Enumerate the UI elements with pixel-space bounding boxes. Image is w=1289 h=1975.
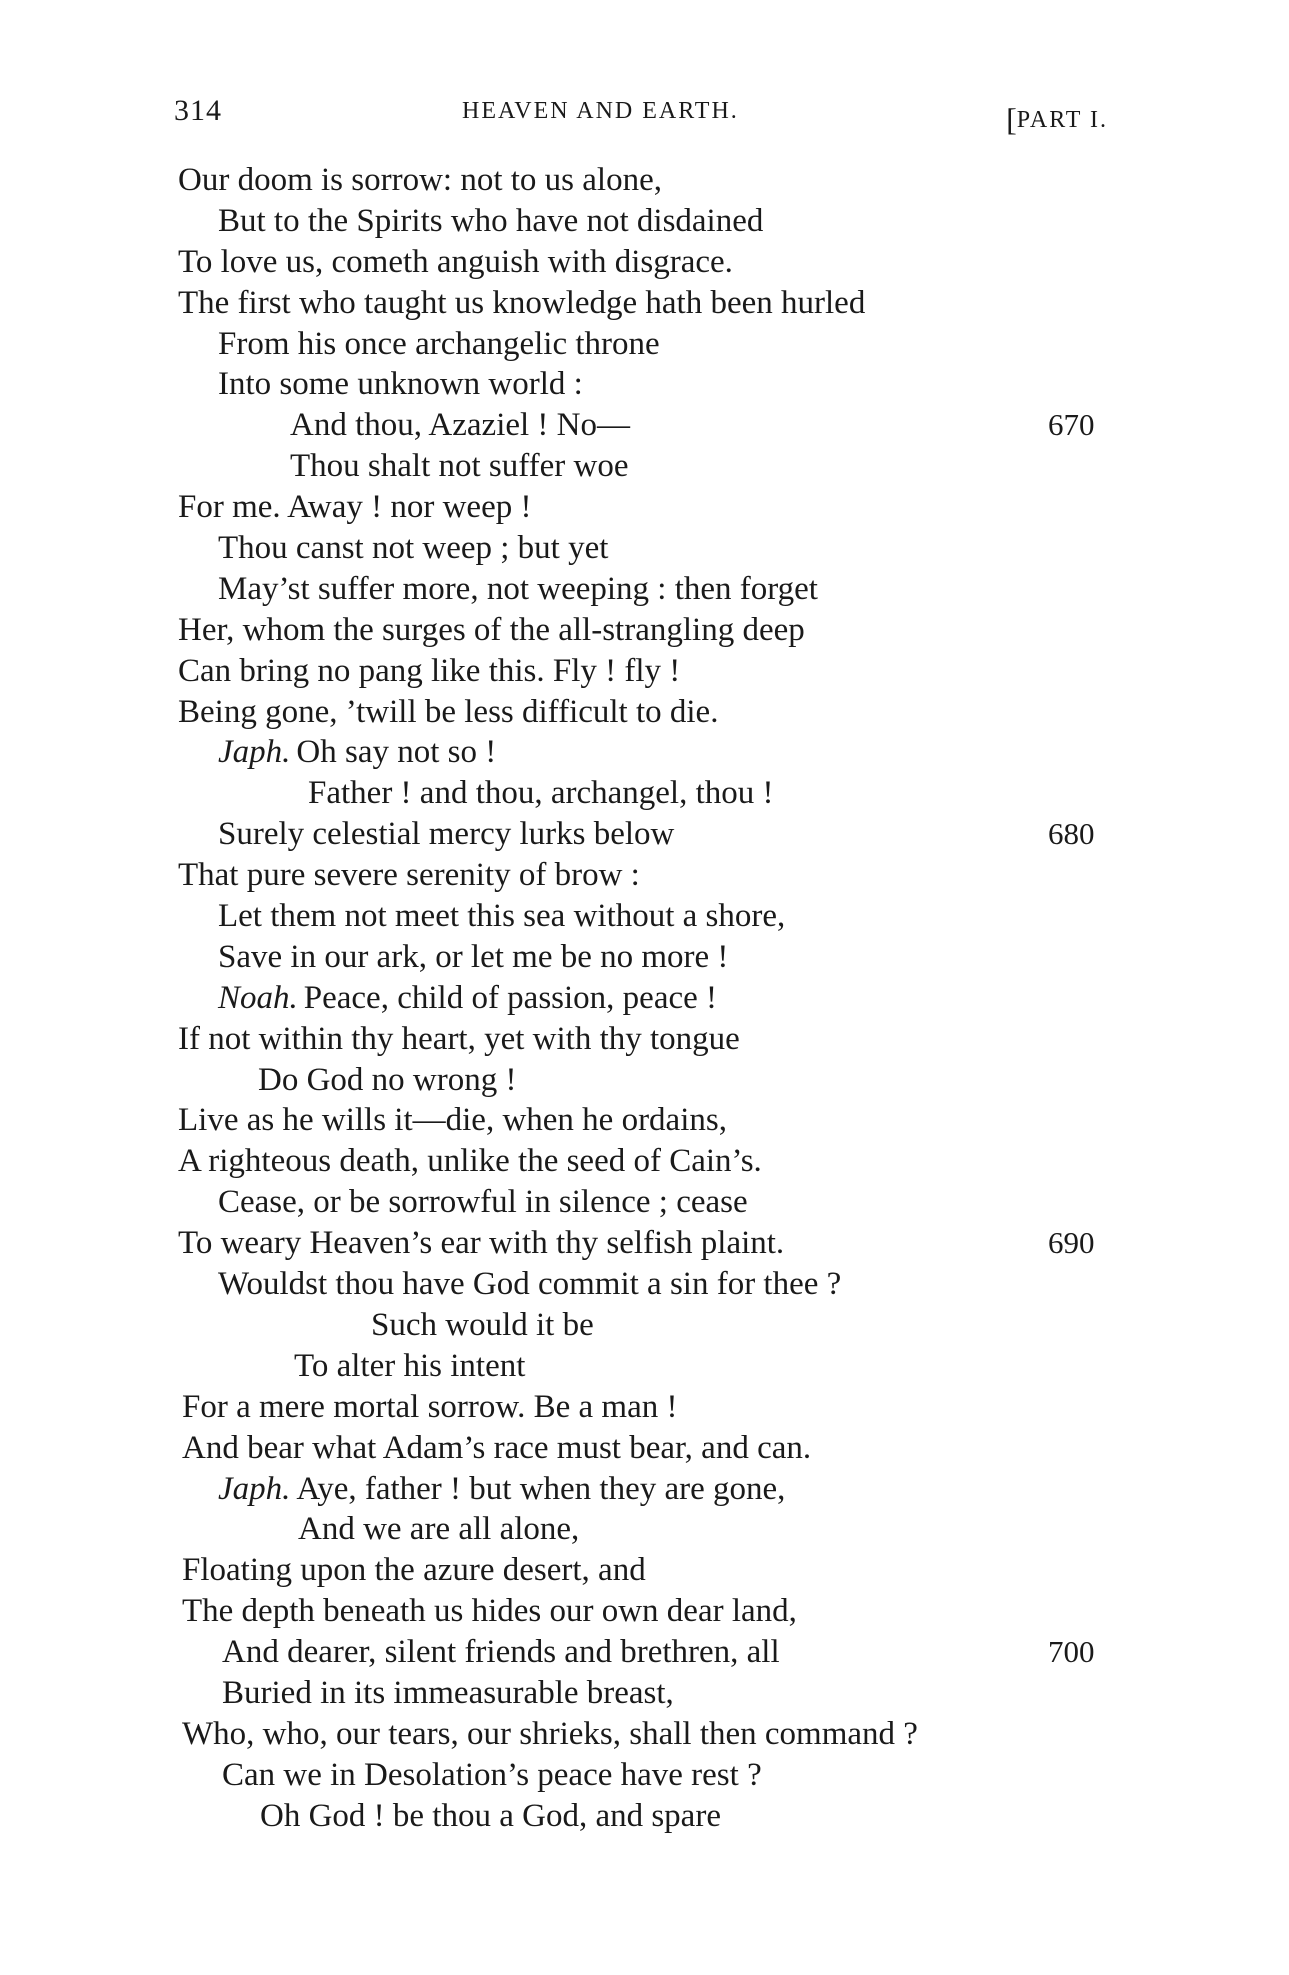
line-number: 700 [1048, 1634, 1095, 1670]
verse-line [178, 855, 1138, 896]
verse-line [178, 160, 1138, 201]
line-text: The first who taught us knowledge hath been hurled [178, 284, 866, 321]
verse-line [178, 405, 1138, 446]
line-text: Can we in Desolation’s peace have rest ? [222, 1756, 762, 1793]
verse-line [178, 732, 1138, 773]
line-text: Such would it be [371, 1306, 594, 1343]
verse-block [178, 160, 1138, 1837]
verse-line [178, 1591, 1138, 1632]
line-text: Into some unknown world : [218, 366, 583, 403]
line-text: Can bring no pang like this. Fly ! fly ! [178, 652, 681, 689]
line-text: Her, whom the surges of the all-strangling deep [178, 611, 805, 648]
line-text: From his once archangelic throne [218, 325, 660, 362]
verse-line [178, 651, 1138, 692]
verse-line [178, 487, 1138, 528]
verse-line [178, 1428, 1138, 1469]
verse-line [178, 1714, 1138, 1755]
verse-line [178, 978, 1138, 1019]
verse-line [178, 1346, 1138, 1387]
verse-line [178, 773, 1138, 814]
line-text: For me. Away ! nor weep ! [178, 489, 532, 526]
line-text: Oh God ! be thou a God, and spare [260, 1797, 721, 1834]
page-header [174, 94, 1114, 137]
verse-line [178, 1796, 1138, 1837]
verse-line [178, 446, 1138, 487]
speaker-name: Japh. [218, 734, 291, 771]
verse-line [178, 324, 1138, 365]
speaker-name: Noah. [218, 979, 298, 1016]
line-text: To love us, cometh anguish with disgrace. [178, 243, 733, 280]
verse-line [178, 1264, 1138, 1305]
verse-line [178, 1141, 1138, 1182]
line-text: Save in our ark, or let me be no more ! [218, 938, 729, 975]
verse-line [178, 1182, 1138, 1223]
line-text: Being gone, ’twill be less difficult to die. [178, 693, 719, 730]
line-text: Wouldst thou have God commit a sin for thee ? [218, 1266, 842, 1303]
verse-line [178, 242, 1138, 283]
line-text: A righteous death, unlike the seed of Cain’s. [178, 1143, 762, 1180]
page-number: 314 [174, 94, 222, 127]
line-text: Thou shalt not suffer woe [290, 448, 629, 485]
verse-line [178, 1755, 1138, 1796]
verse-line [178, 1509, 1138, 1550]
verse-line [178, 814, 1138, 855]
line-text: And bear what Adam’s race must bear, and can. [182, 1429, 812, 1466]
line-number: 690 [1048, 1225, 1095, 1261]
line-text: Who, who, our tears, our shrieks, shall then command ? [182, 1715, 918, 1752]
verse-line [178, 283, 1138, 324]
verse-line [178, 1223, 1138, 1264]
line-text: Let them not meet this sea without a shore, [218, 898, 786, 935]
verse-line [178, 1469, 1138, 1510]
line-text: Buried in its immeasurable breast, [222, 1674, 674, 1711]
part-text: PART I. [1016, 107, 1108, 133]
part-bracket: [ [1006, 101, 1017, 137]
verse-line [178, 364, 1138, 405]
speaker-name: Japh. [218, 1470, 291, 1507]
line-text: But to the Spirits who have not disdained [218, 202, 764, 239]
running-title: HEAVEN AND EARTH. [462, 98, 739, 124]
verse-line [178, 1550, 1138, 1591]
verse-line [178, 528, 1138, 569]
line-text: Aye, father ! but when they are gone, [296, 1470, 786, 1507]
line-text: Do God no wrong ! [258, 1061, 517, 1098]
verse-line [178, 1387, 1138, 1428]
part-label [1006, 98, 1108, 135]
verse-line [178, 201, 1138, 242]
line-text: That pure severe serenity of brow : [178, 857, 640, 894]
line-text: Oh say not so ! [296, 734, 497, 771]
line-number: 680 [1048, 816, 1095, 852]
line-text: Our doom is sorrow: not to us alone, [178, 162, 662, 198]
line-text: To weary Heaven’s ear with thy selfish plaint. [178, 1225, 785, 1262]
verse-line [178, 610, 1138, 651]
verse-line [178, 569, 1138, 610]
verse-line [178, 1632, 1138, 1673]
line-text: And thou, Azaziel ! No— [290, 407, 631, 444]
line-text: Floating upon the azure desert, and [182, 1552, 646, 1589]
line-text: To alter his intent [294, 1347, 526, 1384]
line-text: If not within thy heart, yet with thy tongue [178, 1020, 740, 1057]
line-text: Peace, child of passion, peace ! [303, 979, 718, 1016]
line-text: For a mere mortal sorrow. Be a man ! [182, 1388, 678, 1425]
verse-line [178, 1305, 1138, 1346]
line-text: Surely celestial mercy lurks below [218, 816, 675, 853]
verse-line [178, 1019, 1138, 1060]
line-text: Father ! and thou, archangel, thou ! [308, 775, 774, 812]
verse-line [178, 937, 1138, 978]
verse-line [178, 1060, 1138, 1101]
line-number: 670 [1048, 407, 1095, 443]
line-text: The depth beneath us hides our own dear land, [182, 1593, 797, 1630]
verse-line [178, 1100, 1138, 1141]
line-text: May’st suffer more, not weeping : then forget [218, 570, 818, 607]
line-text: And dearer, silent friends and brethren, all [222, 1634, 780, 1671]
verse-line [178, 1673, 1138, 1714]
line-text: Live as he wills it—die, when he ordains, [178, 1102, 727, 1139]
line-text: Thou canst not weep ; but yet [218, 530, 609, 567]
verse-line [178, 692, 1138, 733]
verse-line [178, 896, 1138, 937]
line-text: And we are all alone, [298, 1511, 580, 1548]
line-text: Cease, or be sorrowful in silence ; cease [218, 1184, 748, 1221]
